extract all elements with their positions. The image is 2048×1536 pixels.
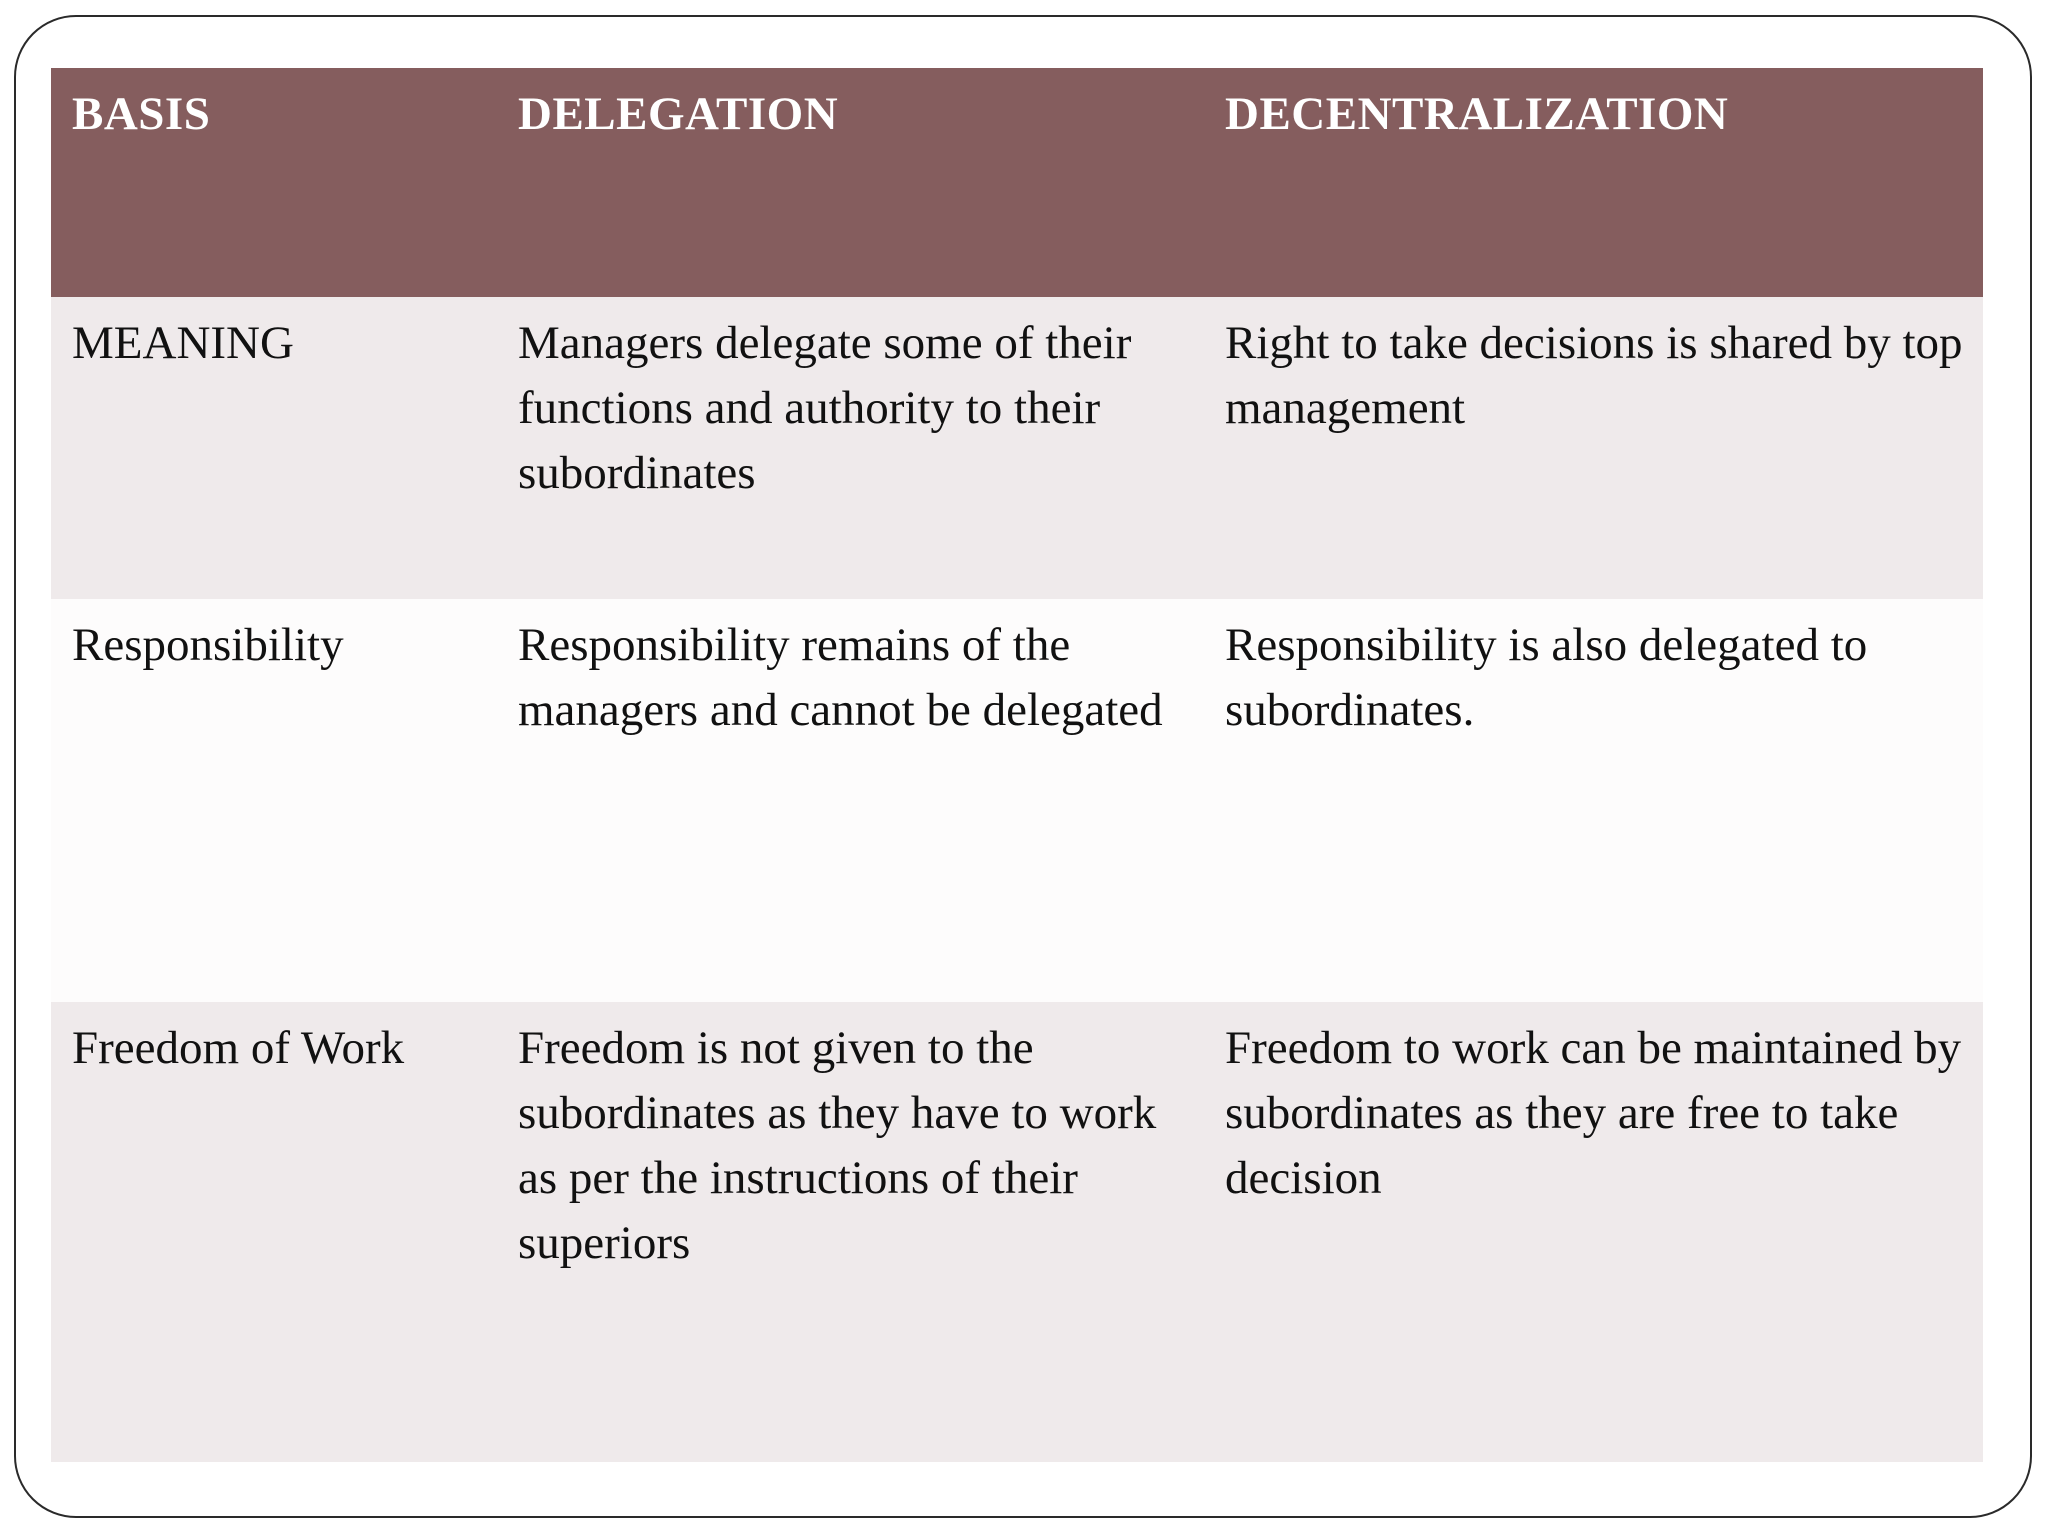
table-row: [51, 599, 1983, 1002]
table-row: [51, 1002, 1983, 1462]
row-delegation-responsibility: Responsibility remains of the managers and cannot be delegated: [518, 619, 1163, 736]
header-decentralization: DECENTRALIZATION: [1225, 88, 1729, 140]
row-decentralization-meaning: Right to take decisions is shared by top management: [1225, 317, 1963, 434]
row-decentralization-responsibility: Responsibility is also delegated to subordinates.: [1225, 619, 1868, 736]
row-basis-freedom: Freedom of Work: [72, 1022, 405, 1074]
header-basis: BASIS: [72, 88, 211, 140]
table-header-row: [51, 68, 1983, 297]
row-delegation-meaning: Managers delegate some of their functions and authority to their subordinates: [518, 317, 1132, 499]
row-basis-meaning: MEANING: [72, 317, 294, 369]
comparison-table: [51, 68, 1983, 1462]
table-row: [51, 297, 1983, 599]
row-decentralization-freedom: Freedom to work can be maintained by subordinates as they are free to take decision: [1225, 1022, 1962, 1204]
header-delegation: DELEGATION: [518, 88, 839, 140]
row-delegation-freedom: Freedom is not given to the subordinates as they have to work as per the instructions of their superiors: [518, 1022, 1157, 1269]
row-basis-responsibility: Responsibility: [72, 619, 344, 671]
